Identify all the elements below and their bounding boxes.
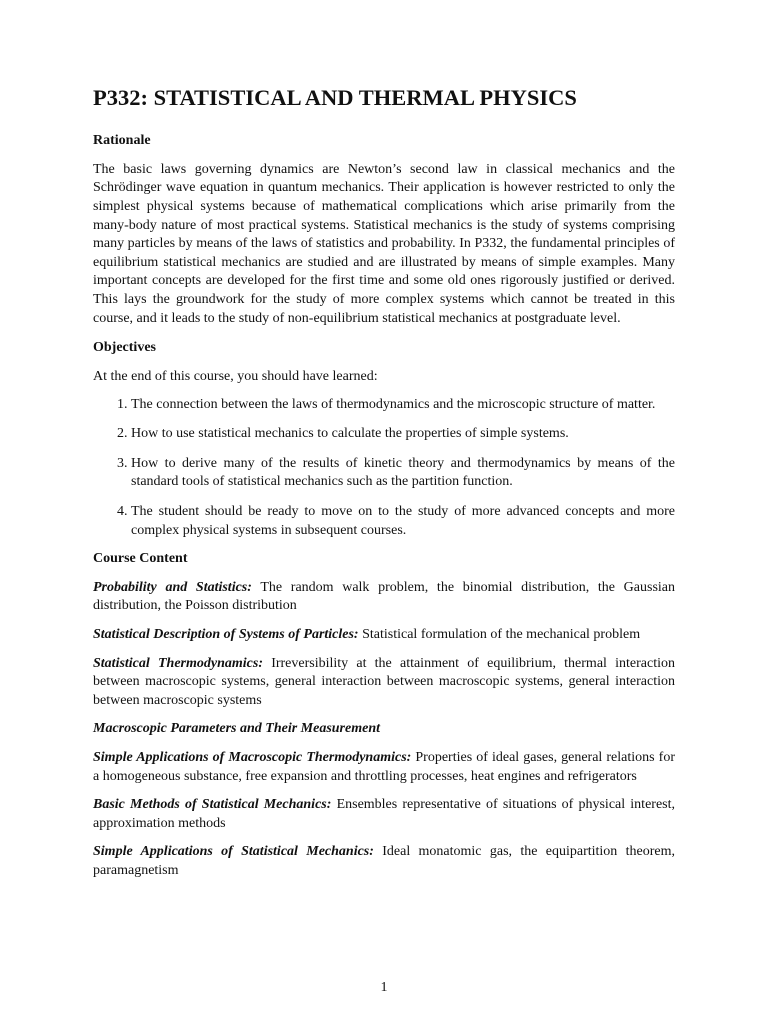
topic-text: Properties of ideal gases, general relations for a homogeneous substance, free expansion and throttling processes, heat engines and refrigerators	[93, 750, 676, 784]
objectives-intro: At the end of this course, you should have learned:	[93, 368, 378, 384]
topic-text: Ideal monatomic gas, the equipartition theorem, paramagnetism	[93, 844, 675, 879]
topic-text: Statistical formulation of the mechanical problem	[362, 627, 641, 643]
course-topic	[93, 720, 675, 739]
course-topic	[93, 749, 675, 786]
topic-title: Statistical Description of Systems of Particles:	[93, 627, 359, 643]
topic-text: Irreversibility at the attainment of equilibrium, thermal interaction between macroscopic systems, general interaction between macroscopic systems, general interaction between macroscopic systems	[93, 655, 675, 708]
course-topic	[93, 843, 675, 880]
objective-item: 3. How to derive many of the results of kinetic theory and thermodynamics by means of the standard tools of statistical mechanics such as the partition function.	[131, 455, 675, 492]
topic-title: Basic Methods of Statistical Mechanics:	[93, 797, 332, 813]
objective-item: 1. The connection between the laws of thermodynamics and the microscopic structure of matter.	[131, 396, 675, 415]
objectives-heading: Objectives	[93, 340, 156, 356]
topic-title: Statistical Thermodynamics:	[93, 655, 263, 671]
objective-item: 2. How to use statistical mechanics to calculate the properties of simple systems.	[131, 425, 675, 444]
topic-text: Ensembles representative of situations of physical interest, approximation methods	[93, 797, 675, 831]
rationale-body: The basic laws governing dynamics are Newton’s second law in classical mechanics and the Schrödinger wave equation in quantum mechanics. Their application is however restricted to only the simplest physical systems because of mathematical complications which arise primarily from the many-body nature of most practical systems. Statistical mechanics is the study of systems comprising many particles by means of the laws of statistics and probability. In P332, the fundamental principles of equilibrium statistical mechanics are studied and are illustrated by means of simple examples. Many important concepts are developed for the first time and some old ones rigorously justified or derived. This lays the groundwork for the study of more complex systems which cannot be treated in this course, and it leads to the study of non-equilibrium statistical mechanics at postgraduate level.	[93, 161, 675, 326]
page-number: 1	[380, 980, 388, 995]
objectives-list	[93, 396, 675, 541]
course-topic	[93, 626, 675, 645]
course-topic	[93, 796, 675, 833]
topic-title: Macroscopic Parameters and Their Measurement	[93, 721, 380, 737]
topic-title: Simple Applications of Macroscopic Thermodynamics:	[93, 750, 412, 766]
course-content-heading: Course Content	[93, 551, 188, 567]
course-topic	[93, 579, 675, 616]
topic-text: The random walk problem, the binomial distribution, the Gaussian distribution, the Poisson distribution	[93, 579, 675, 614]
topic-title: Probability and Statistics:	[93, 579, 252, 595]
course-topic	[93, 655, 675, 711]
topic-title: Simple Applications of Statistical Mechanics:	[93, 844, 374, 860]
page-title: P332: STATISTICAL AND THERMAL PHYSICS	[93, 85, 577, 110]
rationale-heading: Rationale	[93, 133, 151, 148]
objective-item: 4. The student should be ready to move on to the study of more advanced concepts and more complex physical systems in subsequent courses.	[131, 503, 675, 540]
